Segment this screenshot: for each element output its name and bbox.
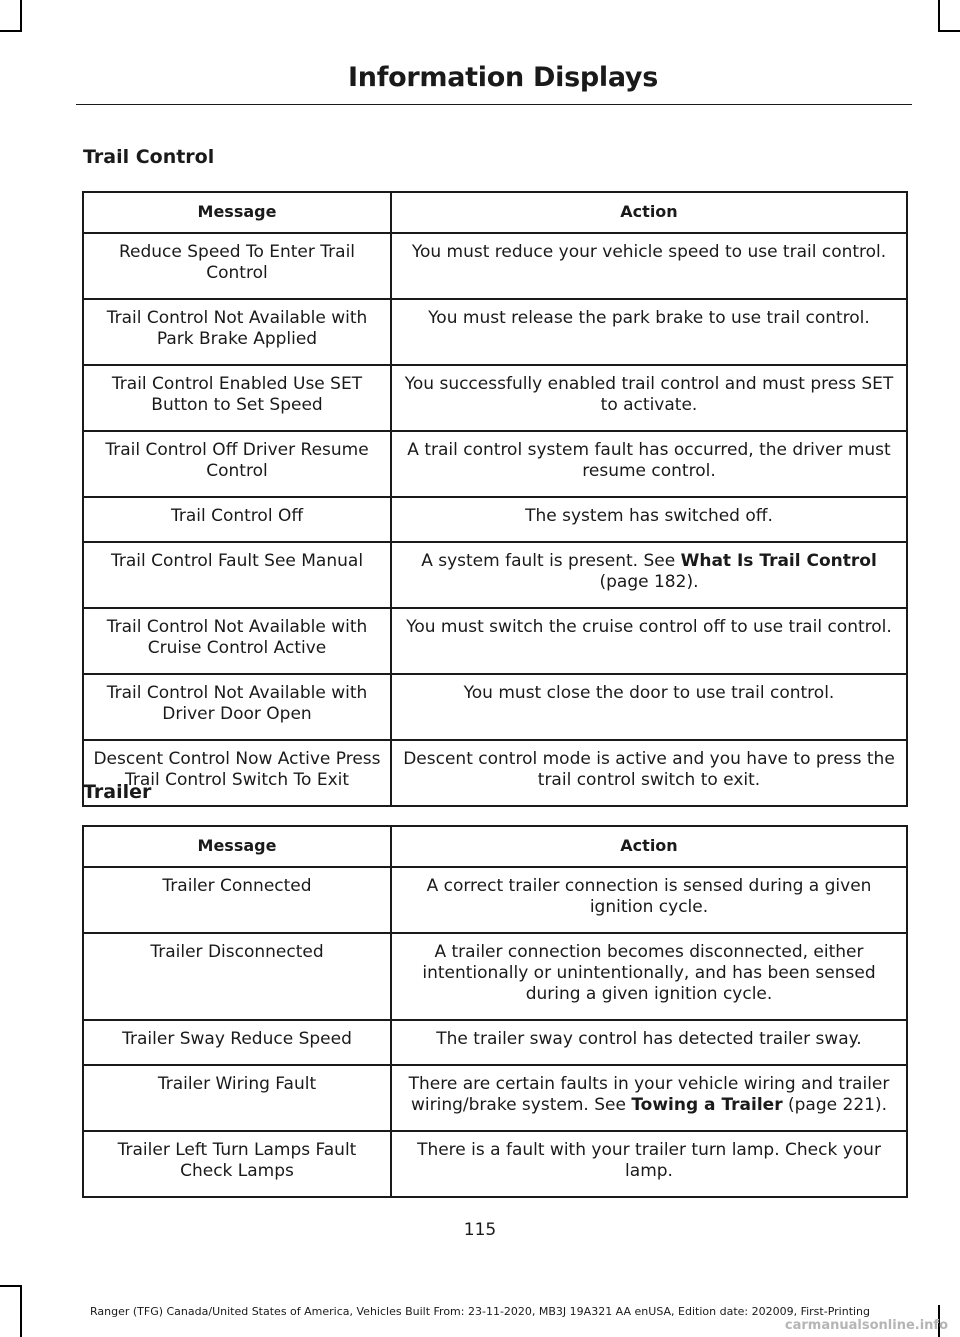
table-row (83, 299, 907, 365)
message-cell: Trail Control Not Available with Cruise Control Active (83, 608, 391, 674)
page-title: Information Displays (348, 62, 658, 93)
action-cell: A trail control system fault has occurred, the driver must resume control. (391, 431, 907, 497)
table-header-row (83, 826, 907, 867)
action-cell: You must reduce your vehicle speed to use trail control. (391, 233, 907, 299)
action-cell: A trailer connection becomes disconnected, either intentionally or unintentionally, and has been sensed during a given ignition cycle. (391, 933, 907, 1020)
watermark: carmanualsonline.info (784, 1318, 948, 1333)
table-row (83, 740, 907, 806)
header-divider (76, 104, 912, 105)
page-reference: (page 221). (782, 1095, 887, 1115)
table-row (83, 1020, 907, 1065)
action-text: There are certain faults in your vehicle wiring and trailer wiring/brake system. See (408, 1074, 890, 1115)
crop-mark (0, 1285, 22, 1287)
message-cell: Trail Control Off (83, 497, 391, 542)
crop-mark (20, 0, 22, 32)
action-text: A system fault is present. See (421, 551, 681, 571)
table-row (83, 1131, 907, 1197)
column-header-action: Action (391, 826, 907, 867)
trail-control-table (82, 191, 908, 807)
crop-mark (938, 0, 940, 32)
message-cell: Trailer Disconnected (83, 933, 391, 1020)
section-title-trailer: Trailer (83, 781, 152, 803)
action-cell: A correct trailer connection is sensed during a given ignition cycle. (391, 867, 907, 933)
trailer-table (82, 825, 908, 1198)
action-cell: There is a fault with your trailer turn lamp. Check your lamp. (391, 1131, 907, 1197)
message-cell: Trailer Connected (83, 867, 391, 933)
table-row (83, 1065, 907, 1131)
action-cell (391, 542, 907, 608)
table-row (83, 674, 907, 740)
crop-mark (0, 30, 22, 32)
message-cell: Descent Control Now Active Press Trail Control Switch To Exit (83, 740, 391, 806)
column-header-message: Message (83, 826, 391, 867)
message-cell: Reduce Speed To Enter Trail Control (83, 233, 391, 299)
message-cell: Trail Control Not Available with Park Brake Applied (83, 299, 391, 365)
table-row (83, 365, 907, 431)
table-header-row (83, 192, 907, 233)
footer-text: Ranger (TFG) Canada/United States of America, Vehicles Built From: 23-11-2020, MB3J 19A321 AA enUSA, Edition date: 202009, First-Printing (89, 1305, 871, 1318)
table-row (83, 867, 907, 933)
action-cell: You must close the door to use trail control. (391, 674, 907, 740)
section-title-trail-control: Trail Control (83, 146, 215, 168)
action-cell: The system has switched off. (391, 497, 907, 542)
action-cell: You successfully enabled trail control and must press SET to activate. (391, 365, 907, 431)
message-cell: Trail Control Enabled Use SET Button to Set Speed (83, 365, 391, 431)
action-cell: You must release the park brake to use trail control. (391, 299, 907, 365)
message-cell: Trailer Left Turn Lamps Fault Check Lamps (83, 1131, 391, 1197)
table-row (83, 933, 907, 1020)
message-cell: Trailer Wiring Fault (83, 1065, 391, 1131)
message-cell: Trail Control Fault See Manual (83, 542, 391, 608)
page-reference: (page 182). (599, 572, 699, 592)
action-cell: You must switch the cruise control off to use trail control. (391, 608, 907, 674)
table-row (83, 431, 907, 497)
table-row (83, 233, 907, 299)
cross-reference-link[interactable]: Towing a Trailer (631, 1095, 783, 1115)
action-cell (391, 1065, 907, 1131)
crop-mark (938, 30, 960, 32)
message-cell: Trail Control Off Driver Resume Control (83, 431, 391, 497)
message-cell: Trailer Sway Reduce Speed (83, 1020, 391, 1065)
table-row (83, 542, 907, 608)
column-header-action: Action (391, 192, 907, 233)
action-cell: Descent control mode is active and you have to press the trail control switch to exit. (391, 740, 907, 806)
column-header-message: Message (83, 192, 391, 233)
action-cell: The trailer sway control has detected trailer sway. (391, 1020, 907, 1065)
table-row (83, 497, 907, 542)
page-number: 115 (463, 1220, 497, 1240)
table-row (83, 608, 907, 674)
message-cell: Trail Control Not Available with Driver Door Open (83, 674, 391, 740)
cross-reference-link[interactable]: What Is Trail Control (680, 551, 877, 571)
